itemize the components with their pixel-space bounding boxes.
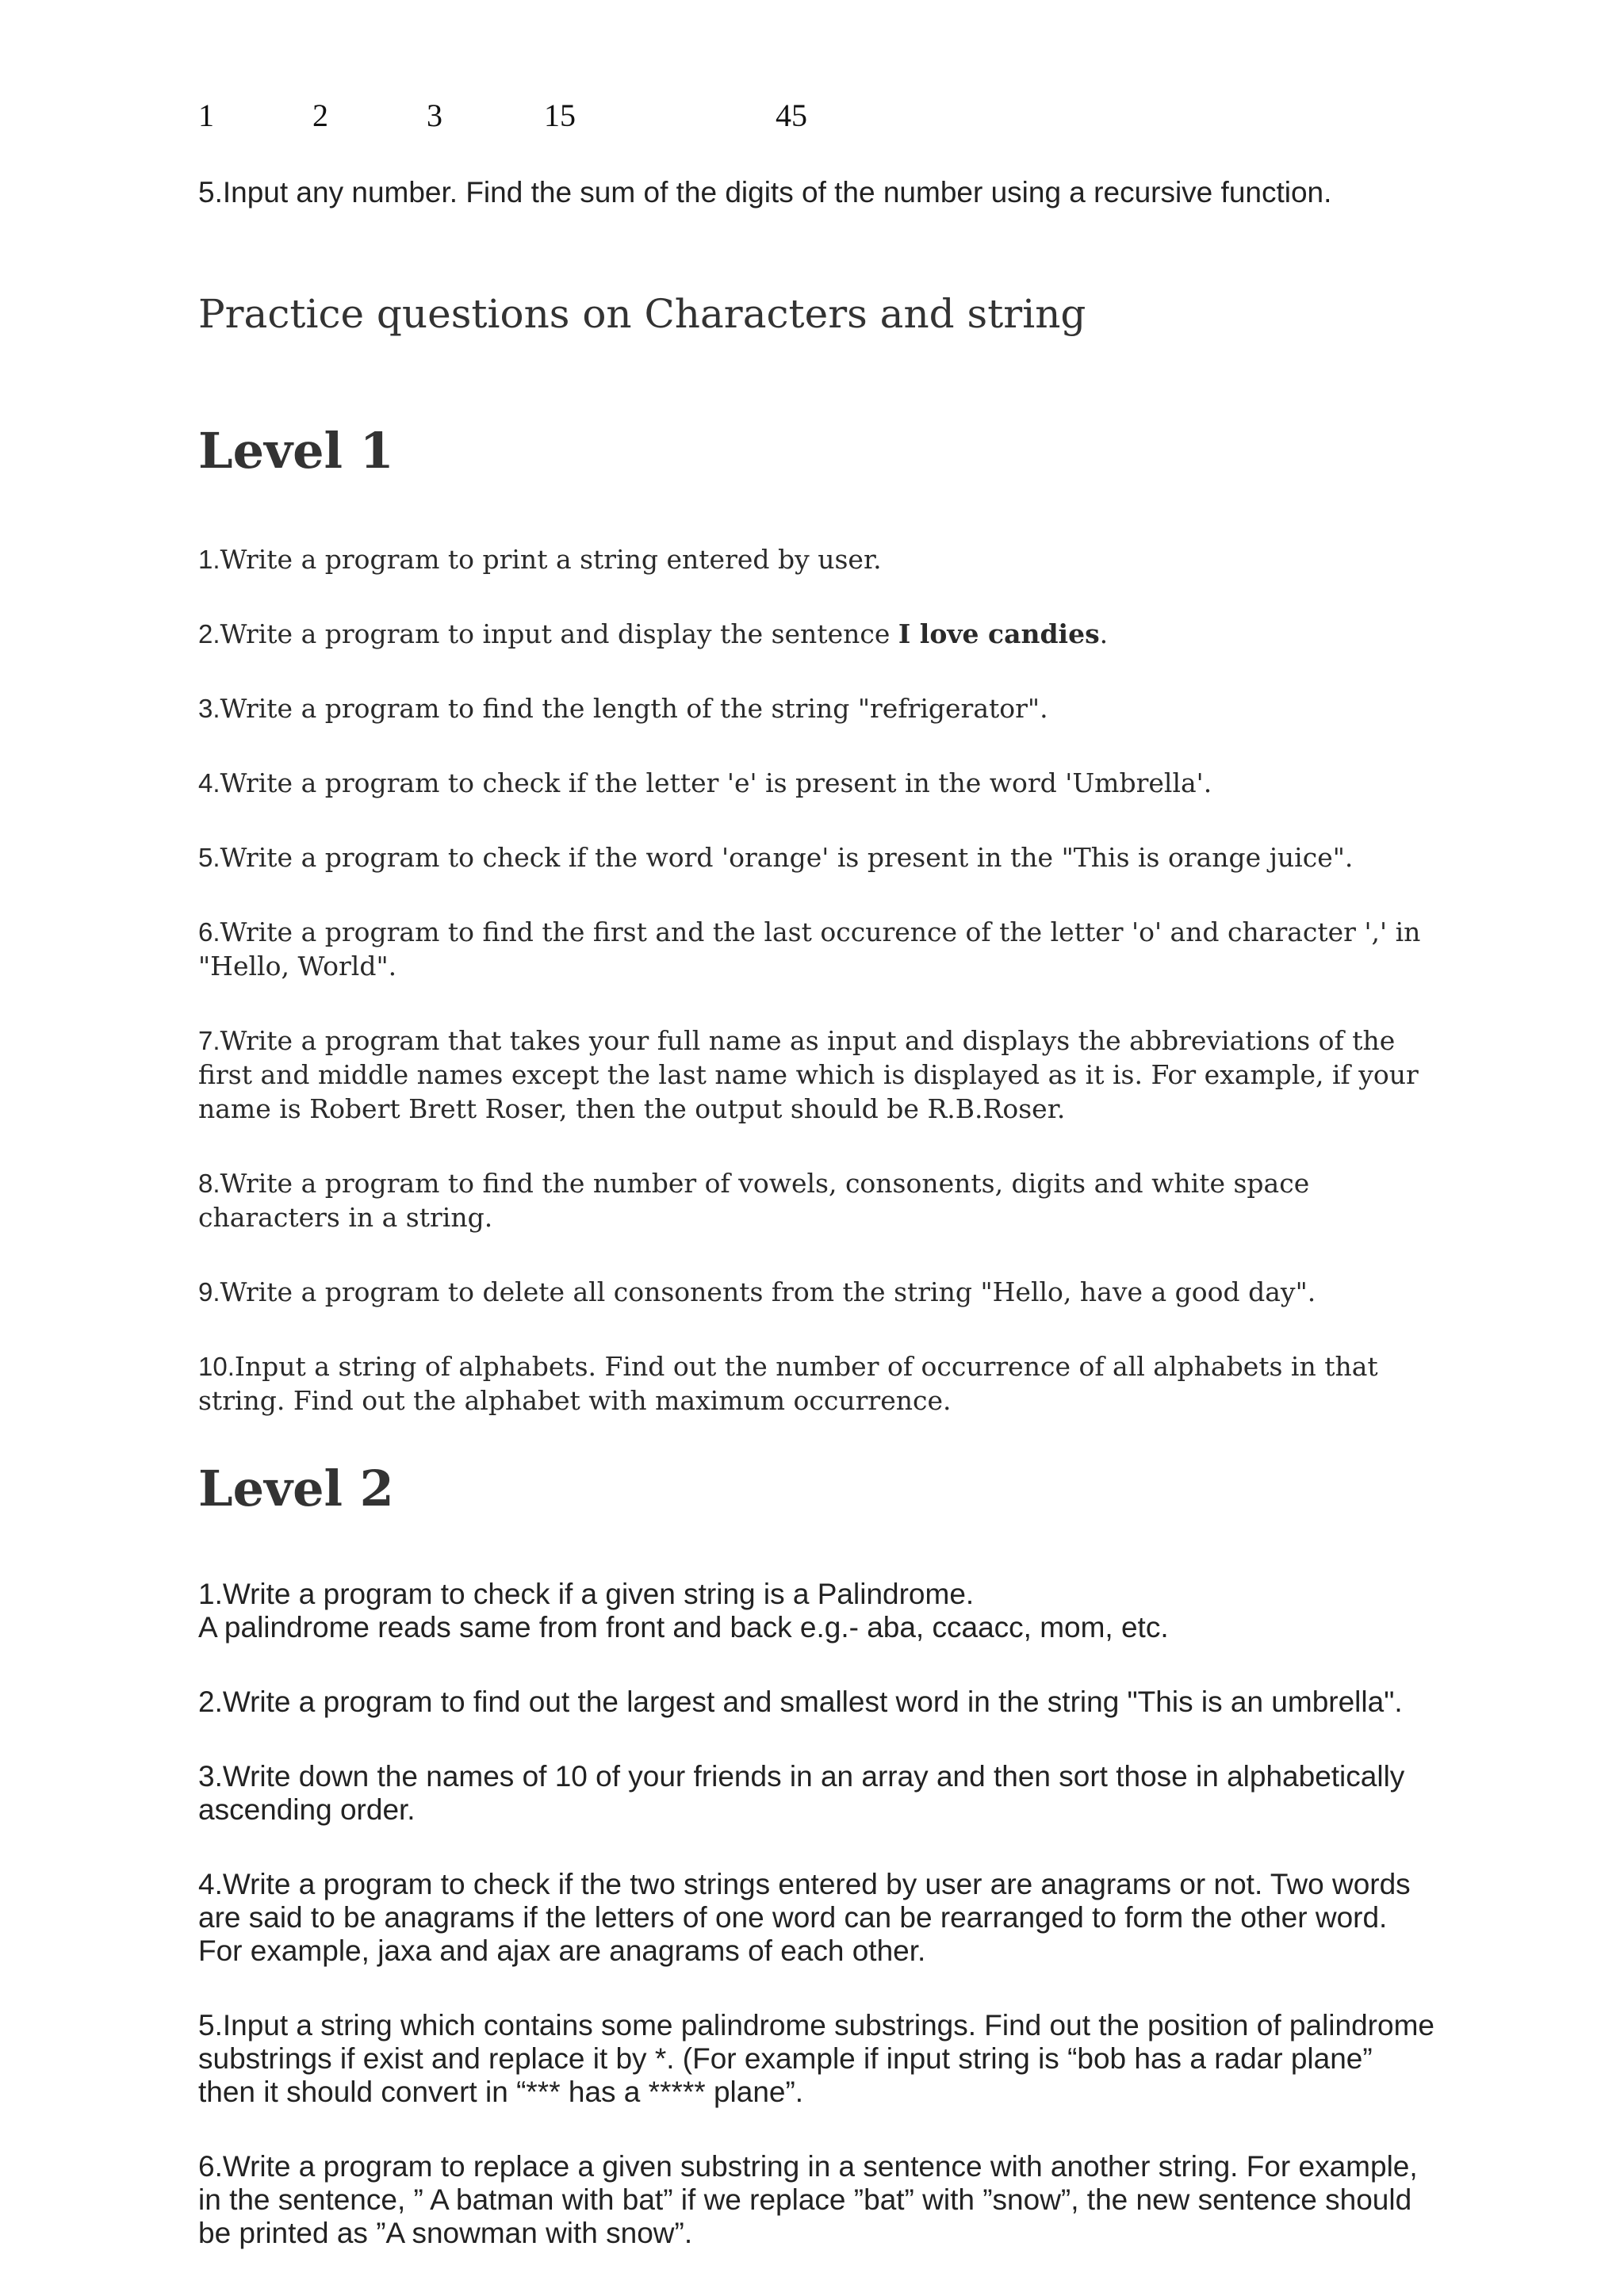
question-number: 1. xyxy=(198,545,220,574)
question-line: 1.Write a program to check if a given string is a Palindrome. xyxy=(198,1578,975,1610)
question-text: Write a program to check if the word 'orange' is present in the "This is orange juice". xyxy=(220,842,1354,873)
level2-question-6: 6.Write a program to replace a given substring in a sentence with another string. For example, in the sentence, ” A batman with bat” if we replace ”bat” with ”snow”, the new sentence should be printed as ”A snowman with snow”. xyxy=(198,2150,1418,2249)
level1-question-10 xyxy=(198,1349,1435,1418)
question-number: 4. xyxy=(198,768,220,798)
level-1-heading: Level 1 xyxy=(198,422,394,480)
question-text: Write a program to check if the letter 'e' is present in the word 'Umbrella'. xyxy=(220,767,1212,798)
question-number: 9. xyxy=(198,1277,220,1307)
level-2-heading: Level 2 xyxy=(198,1460,394,1517)
bold-sentence: I love candies xyxy=(898,618,1100,649)
question-text: Write a program to find the length of the string "refrigerator". xyxy=(220,693,1048,724)
question-text: Write a program to print a string entered by user. xyxy=(220,544,882,575)
level1-question-2 xyxy=(198,617,1435,651)
question-number: 8. xyxy=(198,1169,220,1198)
previous-question-5: 5.Input any number. Find the sum of the digits of the number using a recursive function. xyxy=(198,176,1332,209)
level1-question-5 xyxy=(198,840,1435,874)
level1-question-3 xyxy=(198,691,1435,725)
question-text: Write a program to delete all consonents from the string "Hello, have a good day". xyxy=(220,1276,1316,1307)
level2-question-2: 2.Write a program to find out the largest and smallest word in the string "This is an umbrella". xyxy=(198,1686,1403,1718)
question-number: 6. xyxy=(198,917,220,947)
question-number: 10. xyxy=(198,1352,235,1381)
level1-question-8 xyxy=(198,1166,1435,1234)
level1-question-9 xyxy=(198,1275,1435,1309)
question-text: Write a program to find the first and the last occurence of the letter 'o' and character ',' in "Hello, World". xyxy=(198,916,1421,982)
level2-question-4: 4.Write a program to check if the two strings entered by user are anagrams or not. Two words are said to be anagrams if the letters of one word can be rearranged to form the other word. For example, jaxa and ajax are anagrams of each other. xyxy=(198,1868,1411,1967)
question-number: 7. xyxy=(198,1026,220,1055)
level2-question-1 xyxy=(198,1578,1435,1644)
section-title: Practice questions on Characters and string xyxy=(198,291,1086,337)
number-cell: 45 xyxy=(776,98,807,133)
number-cell: 2 xyxy=(312,98,328,133)
question-text: Input a string of alphabets. Find out the number of occurrence of all alphabets in that string. Find out the alphabet with maximum occurrence. xyxy=(198,1351,1378,1416)
level1-question-4 xyxy=(198,766,1435,800)
question-text: Write a program to input and display the sentence xyxy=(220,618,898,649)
number-cell: 3 xyxy=(427,98,442,133)
question-text: Write a program to find the number of vowels, consonents, digits and white space characters in a string. xyxy=(198,1168,1310,1233)
level1-question-6 xyxy=(198,915,1435,983)
question-number: 3. xyxy=(198,694,220,723)
number-cell: 15 xyxy=(544,98,576,133)
level2-question-5: 5.Input a string which contains some palindrome substrings. Find out the position of palindrome substrings if exist and replace it by *. (For example if input string is “bob has a radar plane” then it should convert in “*** has a ***** plane”. xyxy=(198,2009,1434,2108)
question-line: A palindrome reads same from front and back e.g.- aba, ccaacc, mom, etc. xyxy=(198,1611,1169,1644)
question-number: 2. xyxy=(198,619,220,649)
number-cell: 1 xyxy=(198,98,214,133)
question-text: Write a program that takes your full name as input and displays the abbreviations of the first and middle names except the last name which is displayed as it is. For example, if your name is Robert Brett Roser, then the output should be R.B.Roser. xyxy=(198,1025,1419,1124)
level1-question-1 xyxy=(198,542,1435,576)
level2-question-3: 3.Write down the names of 10 of your friends in an array and then sort those in alphabetically ascending order. xyxy=(198,1760,1405,1826)
question-number: 5. xyxy=(198,843,220,872)
level1-question-7 xyxy=(198,1024,1435,1126)
question-end: . xyxy=(1099,618,1109,649)
